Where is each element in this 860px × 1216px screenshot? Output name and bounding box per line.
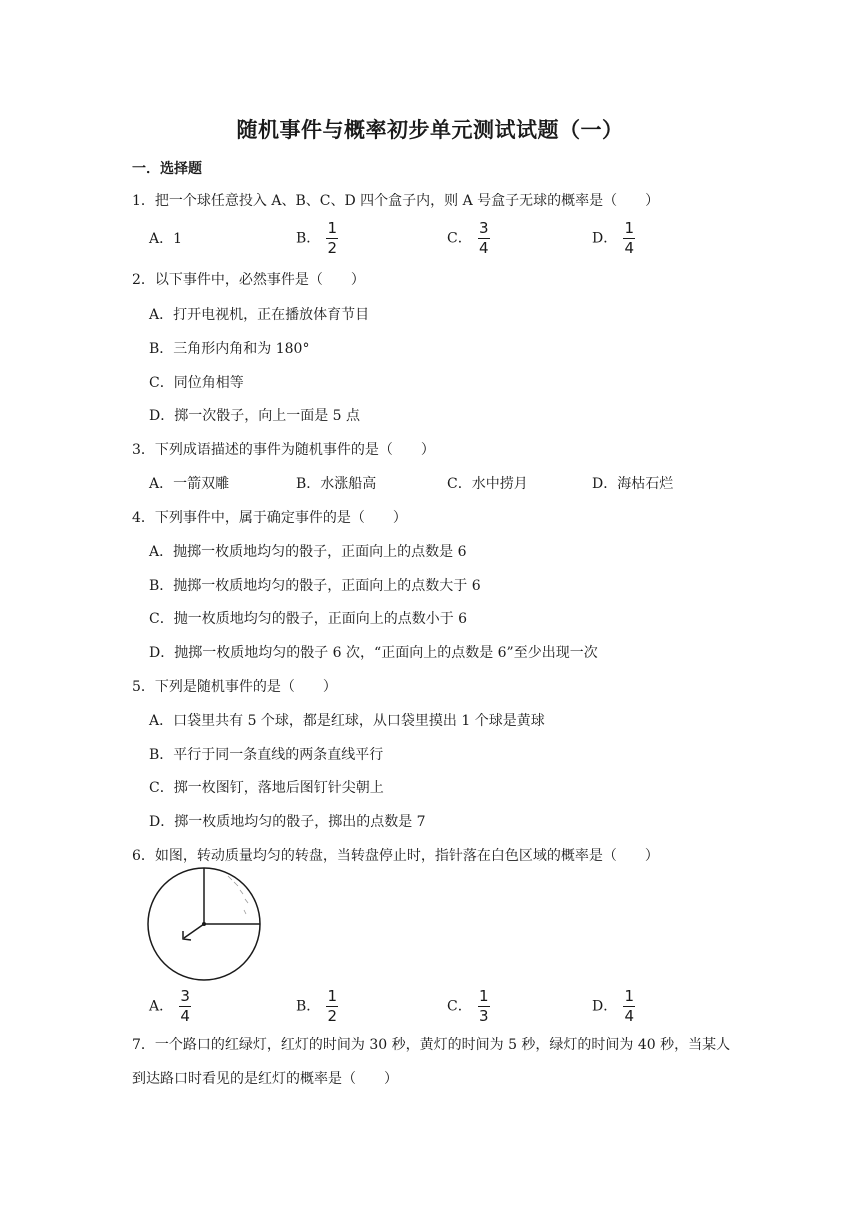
q4-option-d[interactable] [149, 642, 598, 662]
question-2-stem: 2．以下事件中，必然事件是（ ） [132, 272, 365, 288]
option-text: 掷一枚质地均匀的骰子，掷出的点数是 7 [174, 814, 426, 830]
numerator: 1 [624, 219, 634, 237]
option-label: B． [149, 578, 174, 594]
denominator: 4 [624, 239, 634, 257]
option-text: 1 [173, 231, 183, 247]
q1-option-b[interactable] [296, 220, 338, 257]
q4-option-c[interactable] [149, 608, 467, 628]
fraction [623, 988, 635, 1025]
section-heading: 一．选择题 [132, 161, 202, 177]
option-text: 平行于同一条直线的两条直线平行 [173, 747, 384, 763]
option-text: 掷一枚图钉，落地后图钉针尖朝上 [173, 780, 384, 796]
q6-option-a[interactable] [149, 988, 191, 1025]
option-label: D． [592, 998, 618, 1015]
denominator: 4 [478, 239, 489, 257]
option-text: 海枯石烂 [617, 476, 674, 492]
numerator: 1 [624, 987, 634, 1005]
spinner-figure [146, 866, 264, 984]
option-label: A． [149, 713, 174, 729]
q1-option-d[interactable] [592, 220, 635, 257]
numerator: 1 [327, 987, 338, 1005]
option-label: D． [592, 230, 618, 247]
q6-option-c[interactable] [447, 988, 490, 1025]
numerator: 3 [478, 219, 489, 237]
page-title: 随机事件与概率初步单元测试试题（一） [236, 118, 624, 142]
q3-option-c[interactable] [447, 473, 528, 493]
numerator: 1 [327, 219, 338, 237]
option-text: 水涨船高 [320, 476, 377, 492]
fraction [179, 988, 191, 1025]
option-text: 水中捞月 [471, 476, 528, 492]
option-label: C． [447, 998, 472, 1015]
question-7-stem: 7．一个路口的红绿灯，红灯的时间为 30 秒，黄灯的时间为 5 秒，绿灯的时间为 40 秒，当某人到达路口时看见的是红灯的概率是（ ） [132, 1037, 731, 1087]
q2-option-a[interactable] [149, 304, 369, 324]
fraction [326, 988, 338, 1025]
numerator: 1 [478, 987, 489, 1005]
option-label: C． [149, 780, 174, 796]
q3-option-d[interactable] [592, 473, 673, 493]
spinner-center [202, 922, 206, 926]
q3-option-a[interactable] [149, 473, 229, 493]
option-label: D． [149, 645, 175, 661]
denominator: 4 [180, 1007, 190, 1025]
question-4-stem: 4．下列事件中，属于确定事件的是（ ） [132, 510, 407, 526]
fraction [478, 220, 490, 257]
denominator: 2 [327, 1007, 338, 1025]
q1-option-a[interactable] [149, 228, 182, 248]
q5-option-c[interactable] [149, 777, 384, 797]
q5-option-d[interactable] [149, 811, 426, 831]
option-label: C． [447, 476, 472, 492]
option-label: A． [149, 476, 174, 492]
option-label: C． [149, 611, 174, 627]
question-6-stem: 6．如图，转动质量均匀的转盘，当转盘停止时，指针落在白色区域的概率是（ ） [132, 848, 659, 864]
fraction [326, 220, 338, 257]
numerator: 3 [180, 987, 190, 1005]
option-label: C． [447, 230, 472, 247]
option-label: C． [149, 375, 174, 391]
option-label: D． [592, 476, 618, 492]
option-label: A． [149, 307, 174, 323]
option-text: 打开电视机，正在播放体育节目 [173, 307, 370, 323]
q5-option-b[interactable] [149, 744, 383, 764]
denominator: 3 [478, 1007, 489, 1025]
q1-option-c[interactable] [447, 220, 490, 257]
q6-option-d[interactable] [592, 988, 635, 1025]
denominator: 4 [624, 1007, 634, 1025]
option-label: B． [149, 747, 174, 763]
q4-option-b[interactable] [149, 575, 481, 595]
q2-option-b[interactable] [149, 338, 309, 358]
option-label: A． [149, 998, 174, 1015]
option-text: 抛一枚质地均匀的骰子，正面向上的点数小于 6 [173, 611, 468, 627]
option-text: 口袋里共有 5 个球，都是红球，从口袋里摸出 1 个球是黄球 [173, 713, 545, 729]
option-label: A． [149, 231, 174, 247]
option-text: 三角形内角和为 180° [173, 341, 310, 357]
question-3-stem: 3．下列成语描述的事件为随机事件的是（ ） [132, 442, 435, 458]
fraction [478, 988, 490, 1025]
option-text: 抛掷一枚质地均匀的骰子，正面向上的点数大于 6 [173, 578, 481, 594]
question-1-stem: 1．把一个球任意投入 A、B、C、D 四个盒子内，则 A 号盒子无球的概率是（ ） [132, 193, 660, 209]
option-label: B． [296, 230, 321, 247]
option-label: B． [296, 998, 321, 1015]
option-text: 抛掷一枚质地均匀的骰子，正面向上的点数是 6 [173, 544, 467, 560]
option-text: 一箭双雕 [173, 476, 230, 492]
question-5-stem: 5．下列是随机事件的是（ ） [132, 679, 337, 695]
option-label: B． [296, 476, 321, 492]
option-text: 同位角相等 [173, 375, 244, 391]
denominator: 2 [327, 239, 338, 257]
q6-option-b[interactable] [296, 988, 338, 1025]
q4-option-a[interactable] [149, 541, 466, 561]
option-label: D． [149, 408, 175, 424]
option-label: A． [149, 544, 174, 560]
fraction [623, 220, 635, 257]
q2-option-c[interactable] [149, 372, 244, 392]
q5-option-a[interactable] [149, 710, 545, 730]
option-text: 抛掷一枚质地均匀的骰子 6 次，“正面向上的点数是 6”至少出现一次 [174, 645, 598, 661]
option-text: 掷一次骰子，向上一面是 5 点 [174, 408, 361, 424]
q3-option-b[interactable] [296, 473, 376, 493]
option-label: D． [149, 814, 175, 830]
q2-option-d[interactable] [149, 405, 360, 425]
option-label: B． [149, 341, 174, 357]
